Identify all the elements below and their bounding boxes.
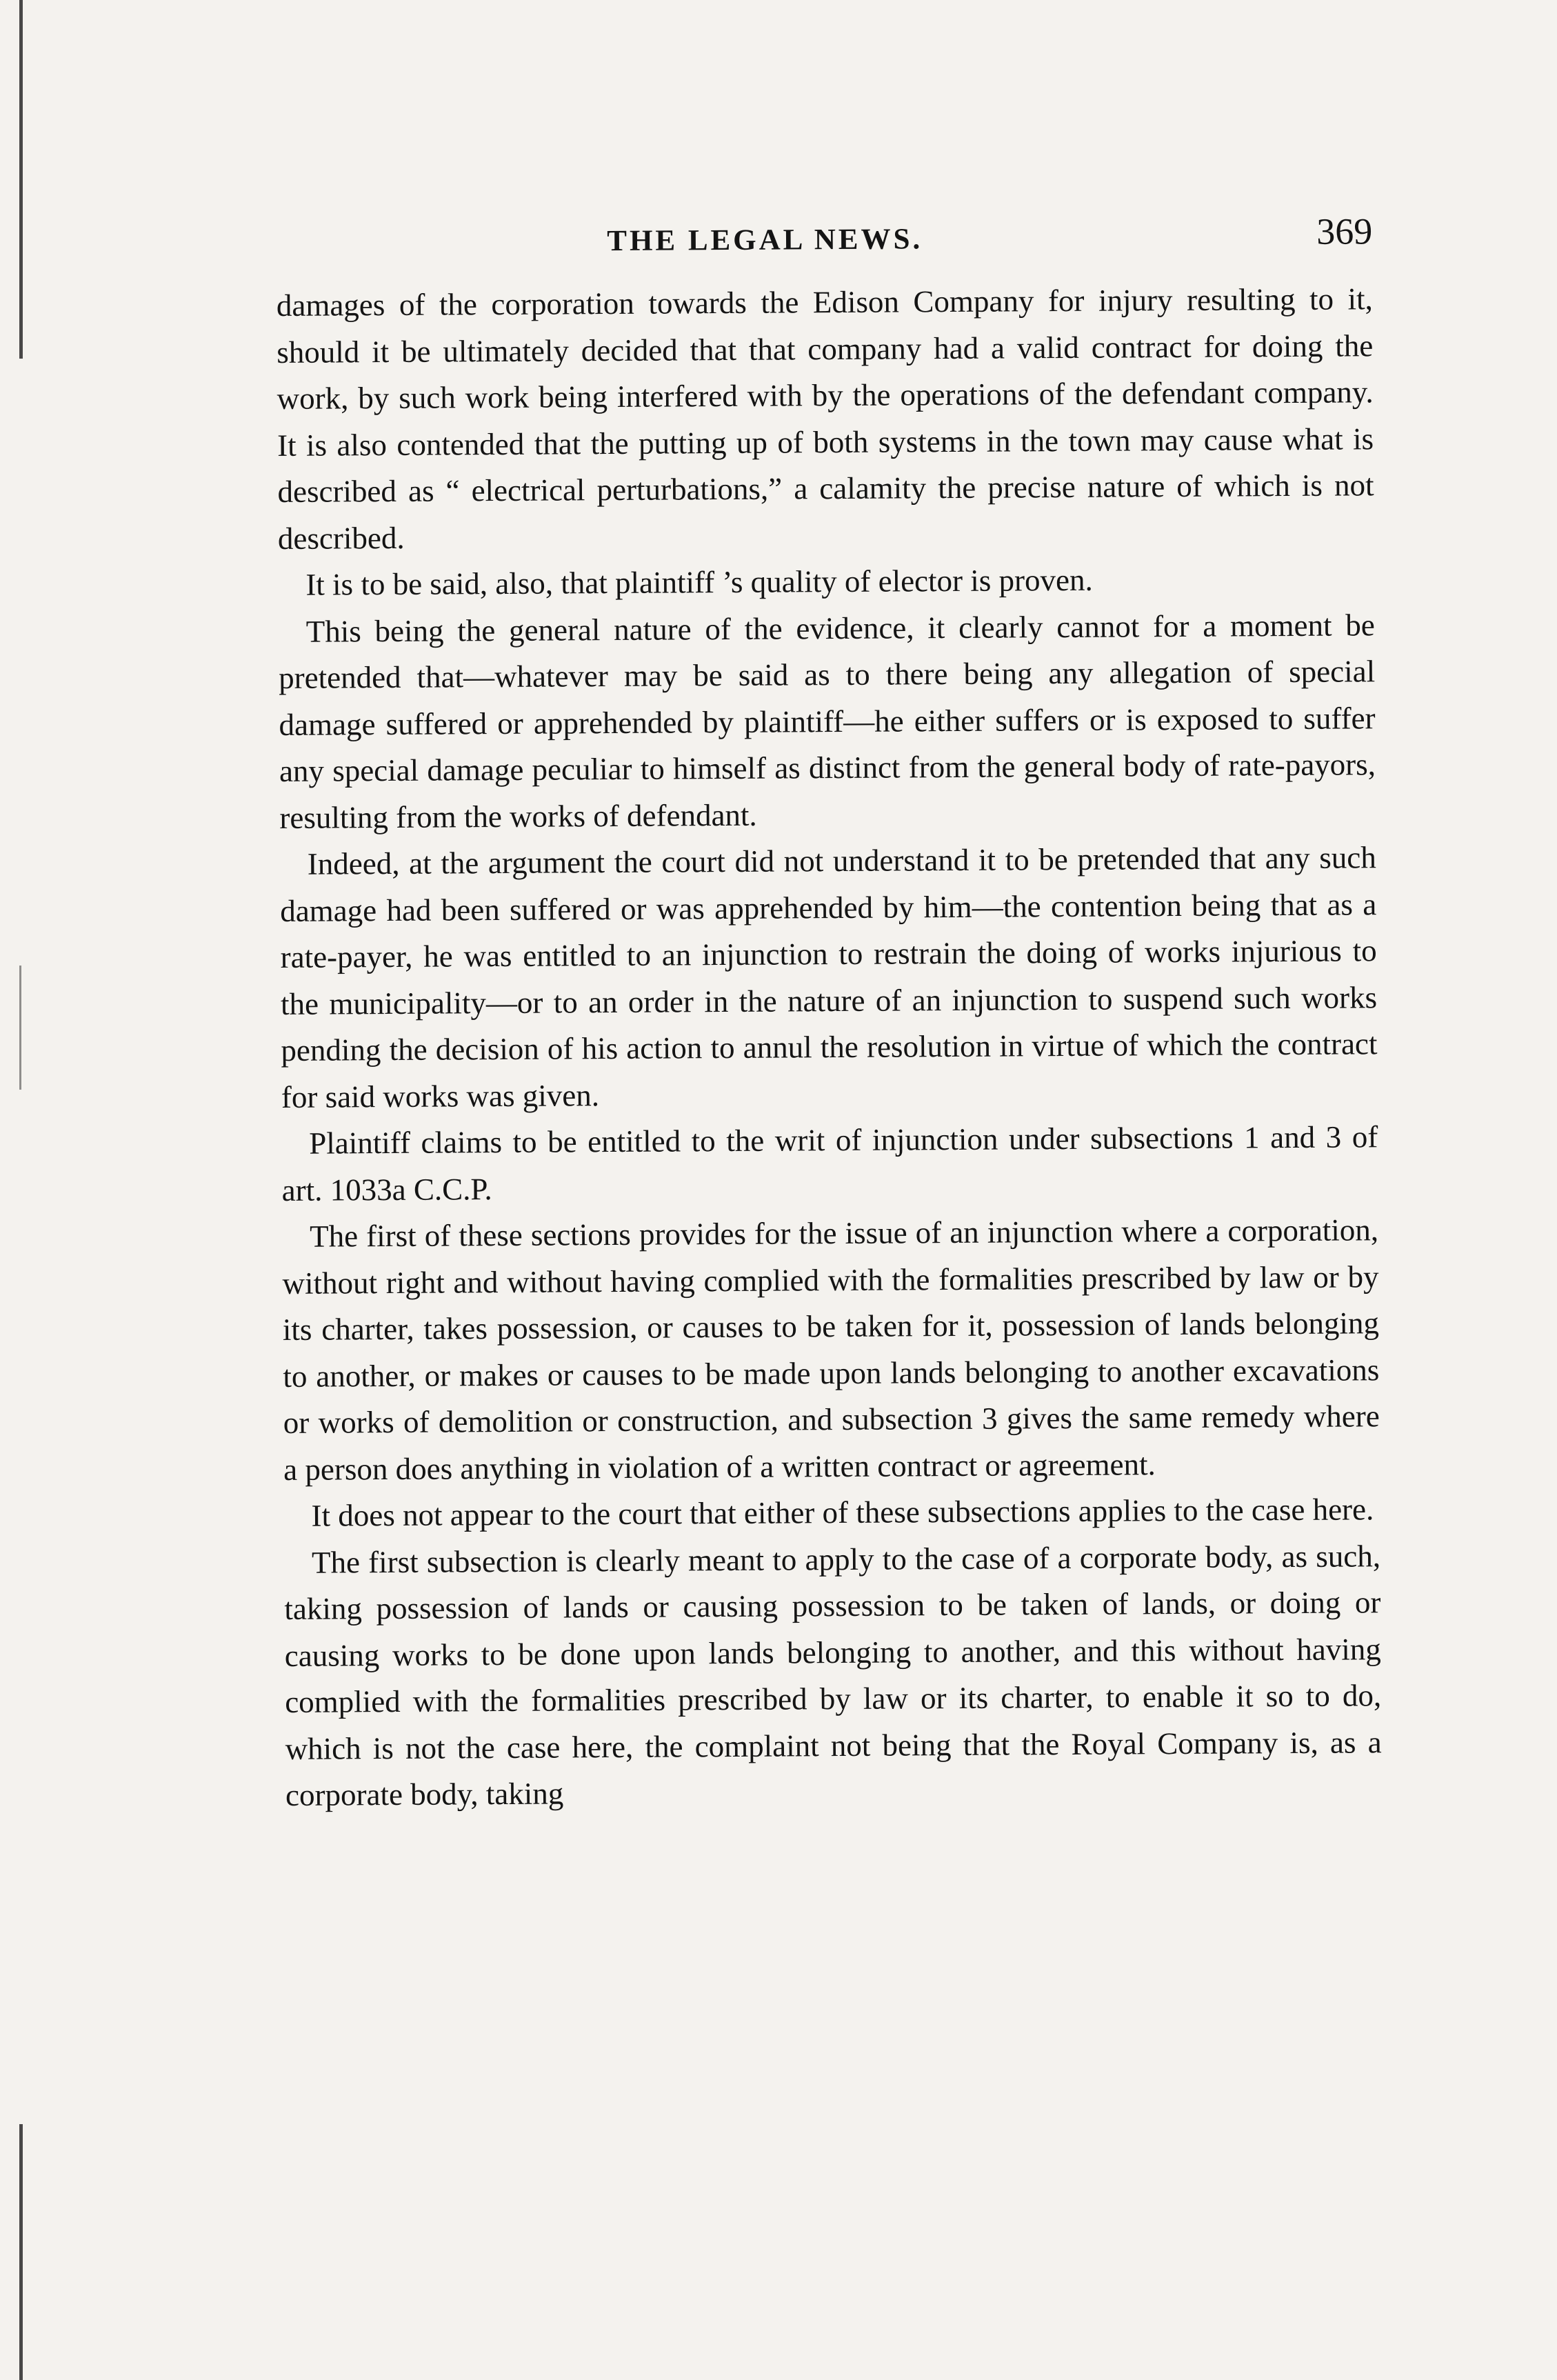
paragraph: damages of the corporation towards the Edison Company for injury resulting to it, should it be ultimately decided that that company had a valid contract for doing the work, by such work being interfered with by the operations of the defendant company. It is also contended that the putting up of both systems in the town may cause what is described as “ electrical perturbations,” a calamity the precise nature of which is not described.	[276, 281, 1374, 556]
running-head: THE LEGAL NEWS.	[607, 223, 923, 258]
paragraph: Indeed, at the argument the court did not understand it to be pretended that any such damage had been suffered or was apprehended by him—the contention being that as a rate-payer, he was entitled to an injunction to restrain the doing of works injurious to the municipality—or to an order in the nature of an injunction to suspend such works pending the decision of his action to annul the resolution in virtue of which the contract for said works was given.	[280, 840, 1378, 1114]
paragraph: This being the general nature of the evidence, it clearly cannot for a moment be pretended that—whatever may be said as to there being any allegation of special damage suffered or apprehended by plaintiff—he either suffers or is exposed to suffer any special damage peculiar to himself as distinct from the general body of rate-payors, resulting from the works of defendant.	[279, 607, 1376, 835]
paragraph: Plaintiff claims to be entitled to the writ of injunction under subsections 1 and 3 of art. 1033a C.C.P.	[281, 1119, 1378, 1208]
page-header	[276, 200, 1373, 283]
scan-edge-bottom	[19, 2124, 23, 2380]
body-text	[277, 276, 1383, 1819]
page-number: 369	[1316, 210, 1373, 252]
paragraph: It is to be said, also, that plaintiff ’s quality of elector is proven.	[305, 562, 1093, 602]
document-page	[276, 200, 1382, 1819]
paragraph: The first of these sections provides for the issue of an injunction where a corporation, without right and without having complied with the formalities prescribed by law or by its charter, takes possession, or causes to be taken for it, possession of lands belonging to another, or makes or causes to be made upon lands belonging to another excavations or works of demolition or construction, and subsection 3 gives the same remedy where a person does anything in violation of a written contract or agreement.	[282, 1212, 1380, 1487]
paragraph: It does not appear to the court that either of these subsections applies to the case here.	[311, 1492, 1374, 1533]
scan-edge-top	[19, 0, 23, 359]
scan-edge-middle	[19, 966, 21, 1090]
paragraph: The first subsection is clearly meant to apply to the case of a corporate body, as such, taking possession of lands or causing possession to be taken of lands, or doing or causing works to be done upon lands belonging to another, and this without having complied with the formalities prescribed by law or its charter, to enable it so to do, which is not the case here, the complaint not being that the Royal Company is, as a corporate body, taking	[284, 1538, 1382, 1812]
